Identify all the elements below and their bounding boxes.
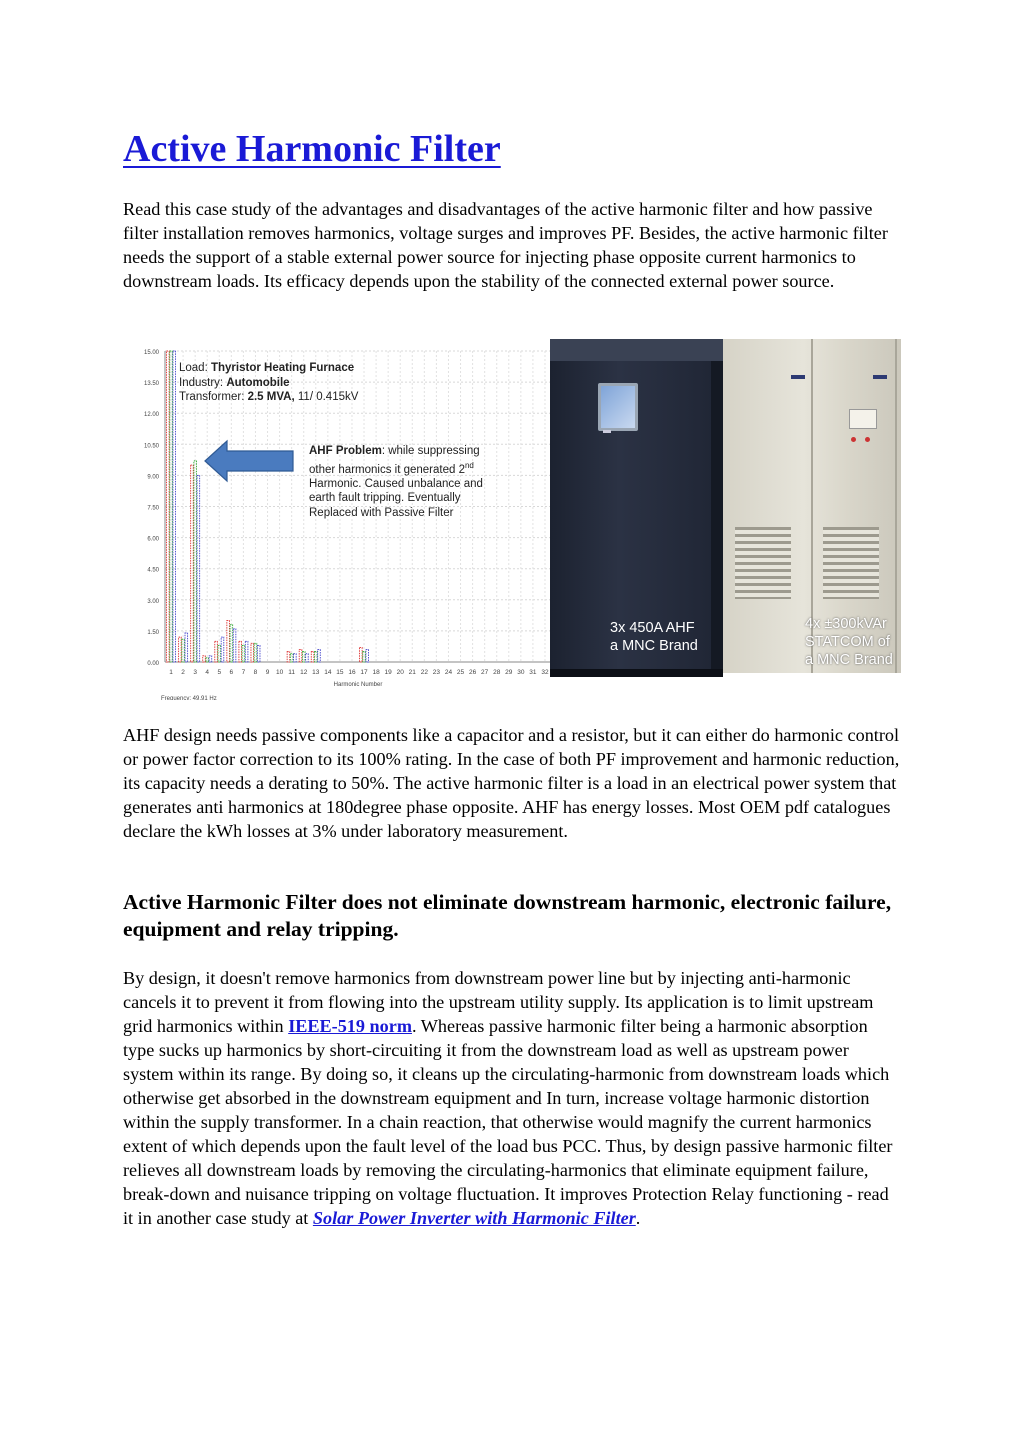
transformer-value: 2.5 MVA, (247, 391, 295, 403)
industry-value: Automobile (226, 376, 290, 389)
statcom-cabinet-photo (723, 339, 901, 673)
x-tick-label: 18 (372, 669, 380, 676)
y-tick-label: 6.00 (147, 536, 159, 543)
chart-bar (287, 652, 290, 662)
x-tick-label: 22 (420, 669, 428, 676)
page-title[interactable]: Active Harmonic Filter (123, 128, 501, 170)
chart-bar (179, 637, 182, 662)
industry-label: Industry: (179, 376, 224, 389)
x-tick-label: 19 (384, 669, 392, 676)
chart-bar (185, 633, 188, 662)
case-study-figure (123, 337, 901, 700)
chart-footer: Frequency: 49.91 Hz (161, 696, 217, 700)
y-tick-label: 15.00 (143, 350, 159, 356)
chart-bar (366, 650, 369, 662)
y-tick-label: 1.50 (147, 629, 159, 636)
chart-bar (311, 652, 314, 662)
x-tick-label: 21 (408, 669, 416, 676)
statcom-button-icon (865, 437, 870, 442)
statcom-vent-icon (823, 527, 879, 599)
x-tick-label: 24 (444, 669, 453, 676)
x-tick-label: 6 (229, 669, 234, 676)
chart-bar (191, 465, 194, 662)
x-tick-label: 31 (529, 669, 537, 676)
x-tick-label: 1 (169, 669, 173, 676)
statcom-badge-icon (791, 375, 805, 379)
load-label: Load: (179, 362, 208, 374)
x-tick-label: 17 (360, 669, 368, 676)
ahf-caption (610, 619, 698, 655)
x-tick-label: 14 (324, 669, 332, 676)
chart-bar (233, 629, 236, 662)
chart-bar (239, 641, 242, 662)
x-tick-label: 13 (312, 669, 320, 676)
x-tick-label: 3 (193, 669, 197, 676)
chart-bar (182, 639, 185, 662)
ahf-caption-line1: 3x 450A AHF (610, 620, 695, 636)
ahf-cabinet-base (550, 669, 723, 677)
x-tick-label: 16 (348, 669, 356, 676)
ahf-logo-icon (603, 430, 611, 433)
x-tick-label: 12 (300, 669, 308, 676)
chart-bar (306, 654, 309, 662)
chart-bar (203, 656, 206, 662)
y-tick-label: 0.00 (147, 661, 159, 667)
x-tick-label: 8 (253, 669, 258, 676)
downstream-paragraph (123, 966, 903, 1230)
ahf-problem-text-b: Harmonic. Caused unbalance and earth fault tripping. Eventually Replaced with Passive Filter (309, 477, 483, 519)
para3-text-b: . Whereas passive harmonic filter being a harmonic absorption type sucks up harmonics by short-circuiting it from the downstream load as well as upstream power system within its range. By doing so, it cleans up the circulating-harmonic from downstream loads which otherwise get absorbed in the downstream equipment and In turn, increase voltage harmonic distortion within the supply transformer. In a chain reaction, that otherwise would magnify the current harmonics extent of which depends upon the fault level of the load bus PCC. Thus, by design passive harmonic filter relieves all downstream loads by removing the circulating-harmonics that eliminate equipment failure, break-down and nuisance tripping on voltage fluctuation. It improves Protection Relay functioning - read it in another case study at (123, 1016, 893, 1228)
ahf-cabinet-top (550, 339, 723, 361)
x-tick-label: 32 (541, 669, 549, 676)
y-tick-label: 4.50 (147, 567, 159, 574)
load-value: Thyristor Heating Furnace (210, 362, 355, 374)
statcom-button-icon (851, 437, 856, 442)
x-tick-label: 7 (241, 669, 246, 676)
para3-text-a: By design, it doesn't remove harmonics from downstream power line but by injecting anti-harmonic cancels it to prevent it from flowing into the upstream utility supply. Its application is to limit upstream grid harmonics within (123, 968, 874, 1036)
chart-bar (318, 650, 321, 662)
x-tick-label: 15 (336, 669, 344, 676)
x-tick-label: 27 (481, 669, 489, 676)
x-tick-label: 4 (205, 669, 210, 676)
solar-inverter-link[interactable]: Solar Power Inverter with Harmonic Filter (312, 1208, 636, 1228)
statcom-vent-icon (735, 527, 791, 599)
ahf-cabinet-side (711, 361, 723, 677)
load-info-note (179, 361, 358, 405)
x-tick-label: 29 (505, 669, 513, 676)
ieee-519-link[interactable]: IEEE-519 norm (288, 1016, 412, 1036)
y-tick-label: 7.50 (147, 505, 159, 512)
ahf-problem-bold: AHF Problem (309, 445, 382, 457)
ahf-problem-text-a: : while suppressing other harmonics it generated 2 (309, 445, 480, 476)
x-tick-label: 11 (288, 669, 296, 676)
transformer-rest: 11/ 0.415kV (297, 391, 359, 403)
chart-bar (360, 647, 363, 662)
transformer-label: Transformer: (179, 391, 245, 403)
statcom-caption-line1: 4x ±300kVAr (805, 616, 887, 632)
x-tick-label: 5 (217, 669, 222, 676)
x-tick-label: 9 (265, 669, 270, 676)
ahf-problem-sup: nd (464, 460, 474, 470)
ahf-problem-note (309, 444, 509, 520)
section-heading: Active Harmonic Filter does not eliminate downstream harmonic, electronic failure, equipment and relay tripping. (123, 890, 892, 941)
chart-bar (221, 637, 224, 662)
intro-paragraph: Read this case study of the advantages and disadvantages of the active harmonic filter and how passive filter installation removes harmonics, voltage surges and improves PF. Besides, the active harmonic filter needs the support of a stable external power source for injecting phase opposite current harmonics to downstream loads. Its efficacy depends upon the stability of the connected external power source. (123, 199, 888, 291)
x-tick-label: 25 (456, 669, 465, 676)
chart-bar (251, 643, 254, 662)
x-tick-label: 28 (493, 669, 501, 676)
statcom-caption (805, 615, 893, 669)
x-tick-label: 26 (468, 669, 477, 676)
x-tick-label: 23 (432, 669, 441, 676)
x-tick-label: 20 (396, 669, 404, 676)
ahf-display-icon (598, 383, 638, 431)
harmonic-spectrum-chart (123, 337, 555, 700)
y-tick-label: 9.00 (147, 474, 159, 481)
ahf-design-paragraph: AHF design needs passive components like a capacitor and a resistor, but it can either do harmonic control or power factor correction to its 100% rating. In the case of both PF improvement and harmonic reduction, its capacity needs a derating to 50%. The active harmonic filter is a load in an electrical power system that generates anti harmonics at 180degree phase opposite. AHF has energy losses. Most OEM pdf catalogues declare the kWh losses at 3% under laboratory measurement. (123, 725, 900, 841)
chart-bar (257, 645, 260, 662)
chart-bar (227, 621, 230, 662)
y-tick-label: 10.50 (143, 443, 159, 450)
statcom-caption-line2: STATCOM of (805, 634, 890, 650)
x-axis-label: Harmonic Number (333, 682, 383, 688)
statcom-badge-icon (873, 375, 887, 379)
ahf-caption-line2: a MNC Brand (610, 638, 698, 654)
x-tick-label: 2 (181, 669, 185, 676)
y-tick-label: 3.00 (147, 598, 159, 605)
ahf-cabinet-photo (550, 339, 723, 677)
x-tick-label: 10 (275, 669, 284, 676)
chart-bar (299, 650, 302, 662)
para3-text-c: . (635, 1208, 641, 1228)
chart-bar (209, 656, 212, 662)
statcom-caption-line3: a MNC Brand (805, 652, 893, 668)
chart-bar (215, 641, 218, 662)
chart-bar (294, 654, 297, 662)
statcom-meter-icon (849, 409, 877, 429)
chart-bar (245, 641, 248, 662)
x-tick-label: 30 (517, 669, 525, 676)
statcom-door-seam (895, 339, 897, 673)
y-tick-label: 12.00 (143, 412, 159, 419)
y-tick-label: 13.50 (143, 381, 159, 388)
